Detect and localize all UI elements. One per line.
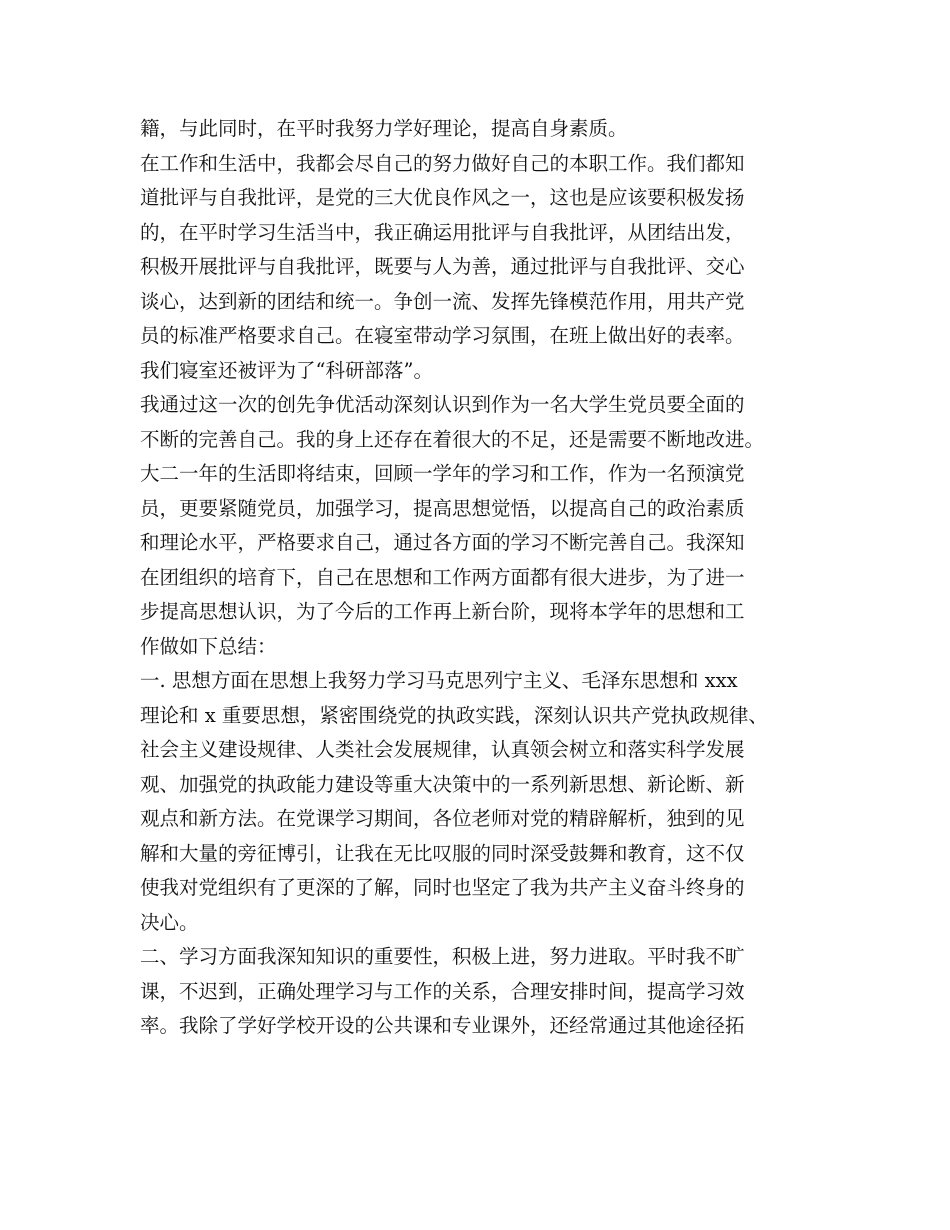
- text-line: 我通过这一次的创先争优活动深刻认识到作为一名大学生党员要全面的: [140, 393, 745, 416]
- text-line: 社会主义建设规律、人类社会发展规律，认真领会树立和落实科学发展: [140, 738, 745, 761]
- text-line: 籍，与此同时，在平时我努力学好理论，提高自身素质。: [140, 117, 628, 140]
- text-line: 观、加强党的执政能力建设等重大决策中的一系列新思想、新论断、新: [140, 772, 745, 796]
- text-line: 和理论水平，严格要求自己，通过各方面的学习不断完善自己。我深知: [140, 531, 745, 554]
- text-line: 道批评与自我批评，是党的三大优良作风之一，这也是应该要积极发扬: [140, 186, 745, 209]
- text-line: 积极开展批评与自我批评，既要与人为善，通过批评与自我批评、交心: [140, 255, 745, 278]
- text-line: 二、学习方面我深知知识的重要性，积极上进，努力进取。平时我不旷: [140, 945, 745, 968]
- text-line: 大二一年的生活即将结束，回顾一学年的学习和工作，作为一名预演党: [140, 462, 745, 485]
- text-line: 员，更要紧随党员，加强学习，提高思想觉悟，以提高自己的政治素质: [140, 496, 745, 520]
- text-line: 率。我除了学好学校开设的公共课和专业课外，还经常通过其他途径拓: [140, 1014, 745, 1037]
- text-line: 在团组织的培育下，自己在思想和工作两方面都有很大进步，为了进一: [140, 565, 745, 589]
- text-line: 理论和 x 重要思想，紧密围绕党的执政实践，深刻认识共产党执政规律、: [140, 703, 768, 727]
- text-line: 的，在平时学习生活当中，我正确运用批评与自我批评，从团结出发，: [140, 220, 745, 244]
- text-line: 在工作和生活中，我都会尽自己的努力做好自己的本职工作。我们都知: [140, 151, 745, 175]
- text-line: 观点和新方法。在党课学习期间，各位老师对党的精辟解析，独到的见: [140, 807, 745, 830]
- text-line: 谈心，达到新的团结和统一。争创一流、发挥先锋模范作用，用共产党: [140, 289, 745, 313]
- text-line: 步提高思想认识，为了今后的工作再上新台阶，现将本学年的思想和工: [140, 600, 745, 623]
- text-line: 作做如下总结：: [140, 634, 277, 658]
- text-line: 解和大量的旁征博引，让我在无比叹服的同时深受鼓舞和教育，这不仅: [140, 841, 745, 865]
- text-line: 员的标准严格要求自己。在寝室带动学习氛围，在班上做出好的表率。: [140, 324, 745, 347]
- text-line: 使我对党组织有了更深的了解，同时也坚定了我为共产主义奋斗终身的: [140, 876, 745, 899]
- text-line: 不断的完善自己。我的身上还存在着很大的不足，还是需要不断地改进。: [140, 427, 765, 451]
- document-body: [140, 112, 830, 1044]
- text-line: 决心。: [140, 910, 199, 934]
- text-line: 课，不迟到，正确处理学习与工作的关系，合理安排时间，提高学习效: [140, 979, 745, 1003]
- text-line: 一. 思想方面在思想上我努力学习马克思列宁主义、毛泽东思想和 xxx: [140, 669, 738, 692]
- text-line: 我们寝室还被评为了“科研部落”。: [140, 358, 433, 382]
